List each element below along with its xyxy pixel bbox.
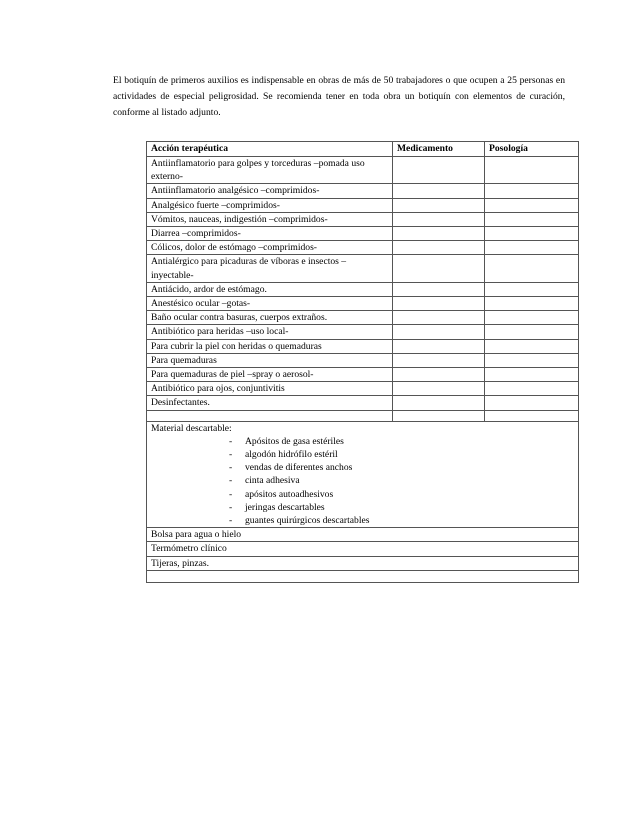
table-row xyxy=(147,227,579,241)
dosage-cell xyxy=(485,297,579,311)
header-action: Acción terapéutica xyxy=(147,142,393,157)
dosage-cell xyxy=(485,227,579,241)
dosage-cell xyxy=(485,241,579,255)
dosage-cell xyxy=(485,255,579,282)
dosage-cell xyxy=(485,198,579,212)
intro-paragraph: El botiquín de primeros auxilios es indispensable en obras de más de 50 trabajadores o que ocupen a 25 personas en actividades de especial peligrosidad. Se recomienda tener en toda obra un botiquín con elementos de curación, conforme al listado adjunto. xyxy=(113,75,565,118)
dosage-cell xyxy=(485,325,579,339)
table-row xyxy=(147,157,579,184)
dash-bullet: - xyxy=(229,462,233,474)
table-row xyxy=(147,212,579,226)
list-item xyxy=(229,514,574,527)
extra-item-cell xyxy=(147,570,579,582)
list-item xyxy=(229,488,574,501)
list-item xyxy=(229,501,574,514)
material-item-label: vendas de diferentes anchos xyxy=(245,462,353,474)
medication-cell xyxy=(393,325,485,339)
dosage-cell xyxy=(485,339,579,353)
action-cell: Antiinflamatorio analgésico –comprimidos- xyxy=(147,184,393,198)
material-item-label: jeringas descartables xyxy=(245,501,325,513)
dash-bullet: - xyxy=(229,449,233,461)
list-item xyxy=(229,474,574,487)
medication-cell xyxy=(393,241,485,255)
action-cell: Diarrea –comprimidos- xyxy=(147,227,393,241)
action-cell: Para cubrir la piel con heridas o quemaduras xyxy=(147,339,393,353)
table-row xyxy=(147,339,579,353)
table-row xyxy=(147,396,579,410)
list-item xyxy=(229,448,574,461)
table-row xyxy=(147,297,579,311)
material-item-label: algodón hidrófilo estéril xyxy=(245,449,338,461)
table-row xyxy=(147,282,579,296)
table-row xyxy=(147,528,579,542)
action-cell: Antiácido, ardor de estómago. xyxy=(147,282,393,296)
medication-cell xyxy=(393,368,485,382)
table-row xyxy=(147,353,579,367)
table-header-row xyxy=(147,142,579,157)
dosage-cell xyxy=(485,396,579,410)
table-row xyxy=(147,255,579,282)
first-aid-kit-table xyxy=(146,141,579,583)
medication-cell xyxy=(393,311,485,325)
table-row xyxy=(147,198,579,212)
dosage-cell xyxy=(485,353,579,367)
dash-bullet: - xyxy=(229,488,233,500)
medication-cell xyxy=(393,339,485,353)
medication-cell xyxy=(393,410,485,421)
action-cell: Antiinflamatorio para golpes y torceduras –pomada uso externo- xyxy=(147,157,393,184)
action-cell: Vómitos, nauceas, indigestión –comprimidos- xyxy=(147,212,393,226)
medication-cell xyxy=(393,282,485,296)
medication-cell xyxy=(393,353,485,367)
dosage-cell xyxy=(485,282,579,296)
dash-bullet: - xyxy=(229,435,233,447)
dash-bullet: - xyxy=(229,501,233,513)
dosage-cell xyxy=(485,184,579,198)
table-row xyxy=(147,556,579,570)
table-row xyxy=(147,241,579,255)
dosage-cell xyxy=(485,311,579,325)
action-cell: Desinfectantes. xyxy=(147,396,393,410)
dash-bullet: - xyxy=(229,475,233,487)
list-item xyxy=(229,435,574,448)
material-item-label: Apósitos de gasa estériles xyxy=(245,435,344,447)
action-cell: Antibiótico para heridas –uso local- xyxy=(147,325,393,339)
action-cell: Para quemaduras xyxy=(147,353,393,367)
dosage-cell xyxy=(485,382,579,396)
header-medication: Medicamento xyxy=(393,142,485,157)
material-item-label: apósitos autoadhesivos xyxy=(245,488,334,500)
material-row xyxy=(147,421,579,528)
table-row xyxy=(147,542,579,556)
action-cell: Antibiótico para ojos, conjuntivitis xyxy=(147,382,393,396)
material-title: Material descartable: xyxy=(151,422,232,434)
empty-table-row xyxy=(147,570,579,582)
material-item-label: guantes quirúrgicos descartables xyxy=(245,515,370,527)
action-cell: Analgésico fuerte –comprimidos- xyxy=(147,198,393,212)
medication-cell xyxy=(393,227,485,241)
table-row xyxy=(147,368,579,382)
extra-item-cell: Bolsa para agua o hielo xyxy=(147,528,579,542)
table-row xyxy=(147,325,579,339)
extra-item-cell: Termómetro clínico xyxy=(147,542,579,556)
dosage-cell xyxy=(485,368,579,382)
material-item-label: cinta adhesiva xyxy=(245,475,300,487)
medication-cell xyxy=(393,198,485,212)
medication-cell xyxy=(393,297,485,311)
dash-bullet: - xyxy=(229,515,233,527)
action-cell: Anestésico ocular –gotas- xyxy=(147,297,393,311)
dosage-cell xyxy=(485,212,579,226)
action-cell: Baño ocular contra basuras, cuerpos extraños. xyxy=(147,311,393,325)
medication-cell xyxy=(393,157,485,184)
medication-cell xyxy=(393,184,485,198)
material-cell xyxy=(147,421,579,528)
dosage-cell xyxy=(485,410,579,421)
action-cell xyxy=(147,410,393,421)
action-cell: Cólicos, dolor de estómago –comprimidos- xyxy=(147,241,393,255)
dosage-cell xyxy=(485,157,579,184)
action-cell: Antialérgico para picaduras de víboras e insectos –inyectable- xyxy=(147,255,393,282)
action-cell: Para quemaduras de piel –spray o aerosol- xyxy=(147,368,393,382)
material-list xyxy=(151,435,574,527)
table-row xyxy=(147,382,579,396)
table-row xyxy=(147,184,579,198)
list-item xyxy=(229,461,574,474)
table-row xyxy=(147,311,579,325)
medication-cell xyxy=(393,255,485,282)
extra-item-cell: Tijeras, pinzas. xyxy=(147,556,579,570)
medication-cell xyxy=(393,212,485,226)
empty-table-row xyxy=(147,410,579,421)
medication-cell xyxy=(393,396,485,410)
header-dosage: Posología xyxy=(485,142,579,157)
medication-cell xyxy=(393,382,485,396)
